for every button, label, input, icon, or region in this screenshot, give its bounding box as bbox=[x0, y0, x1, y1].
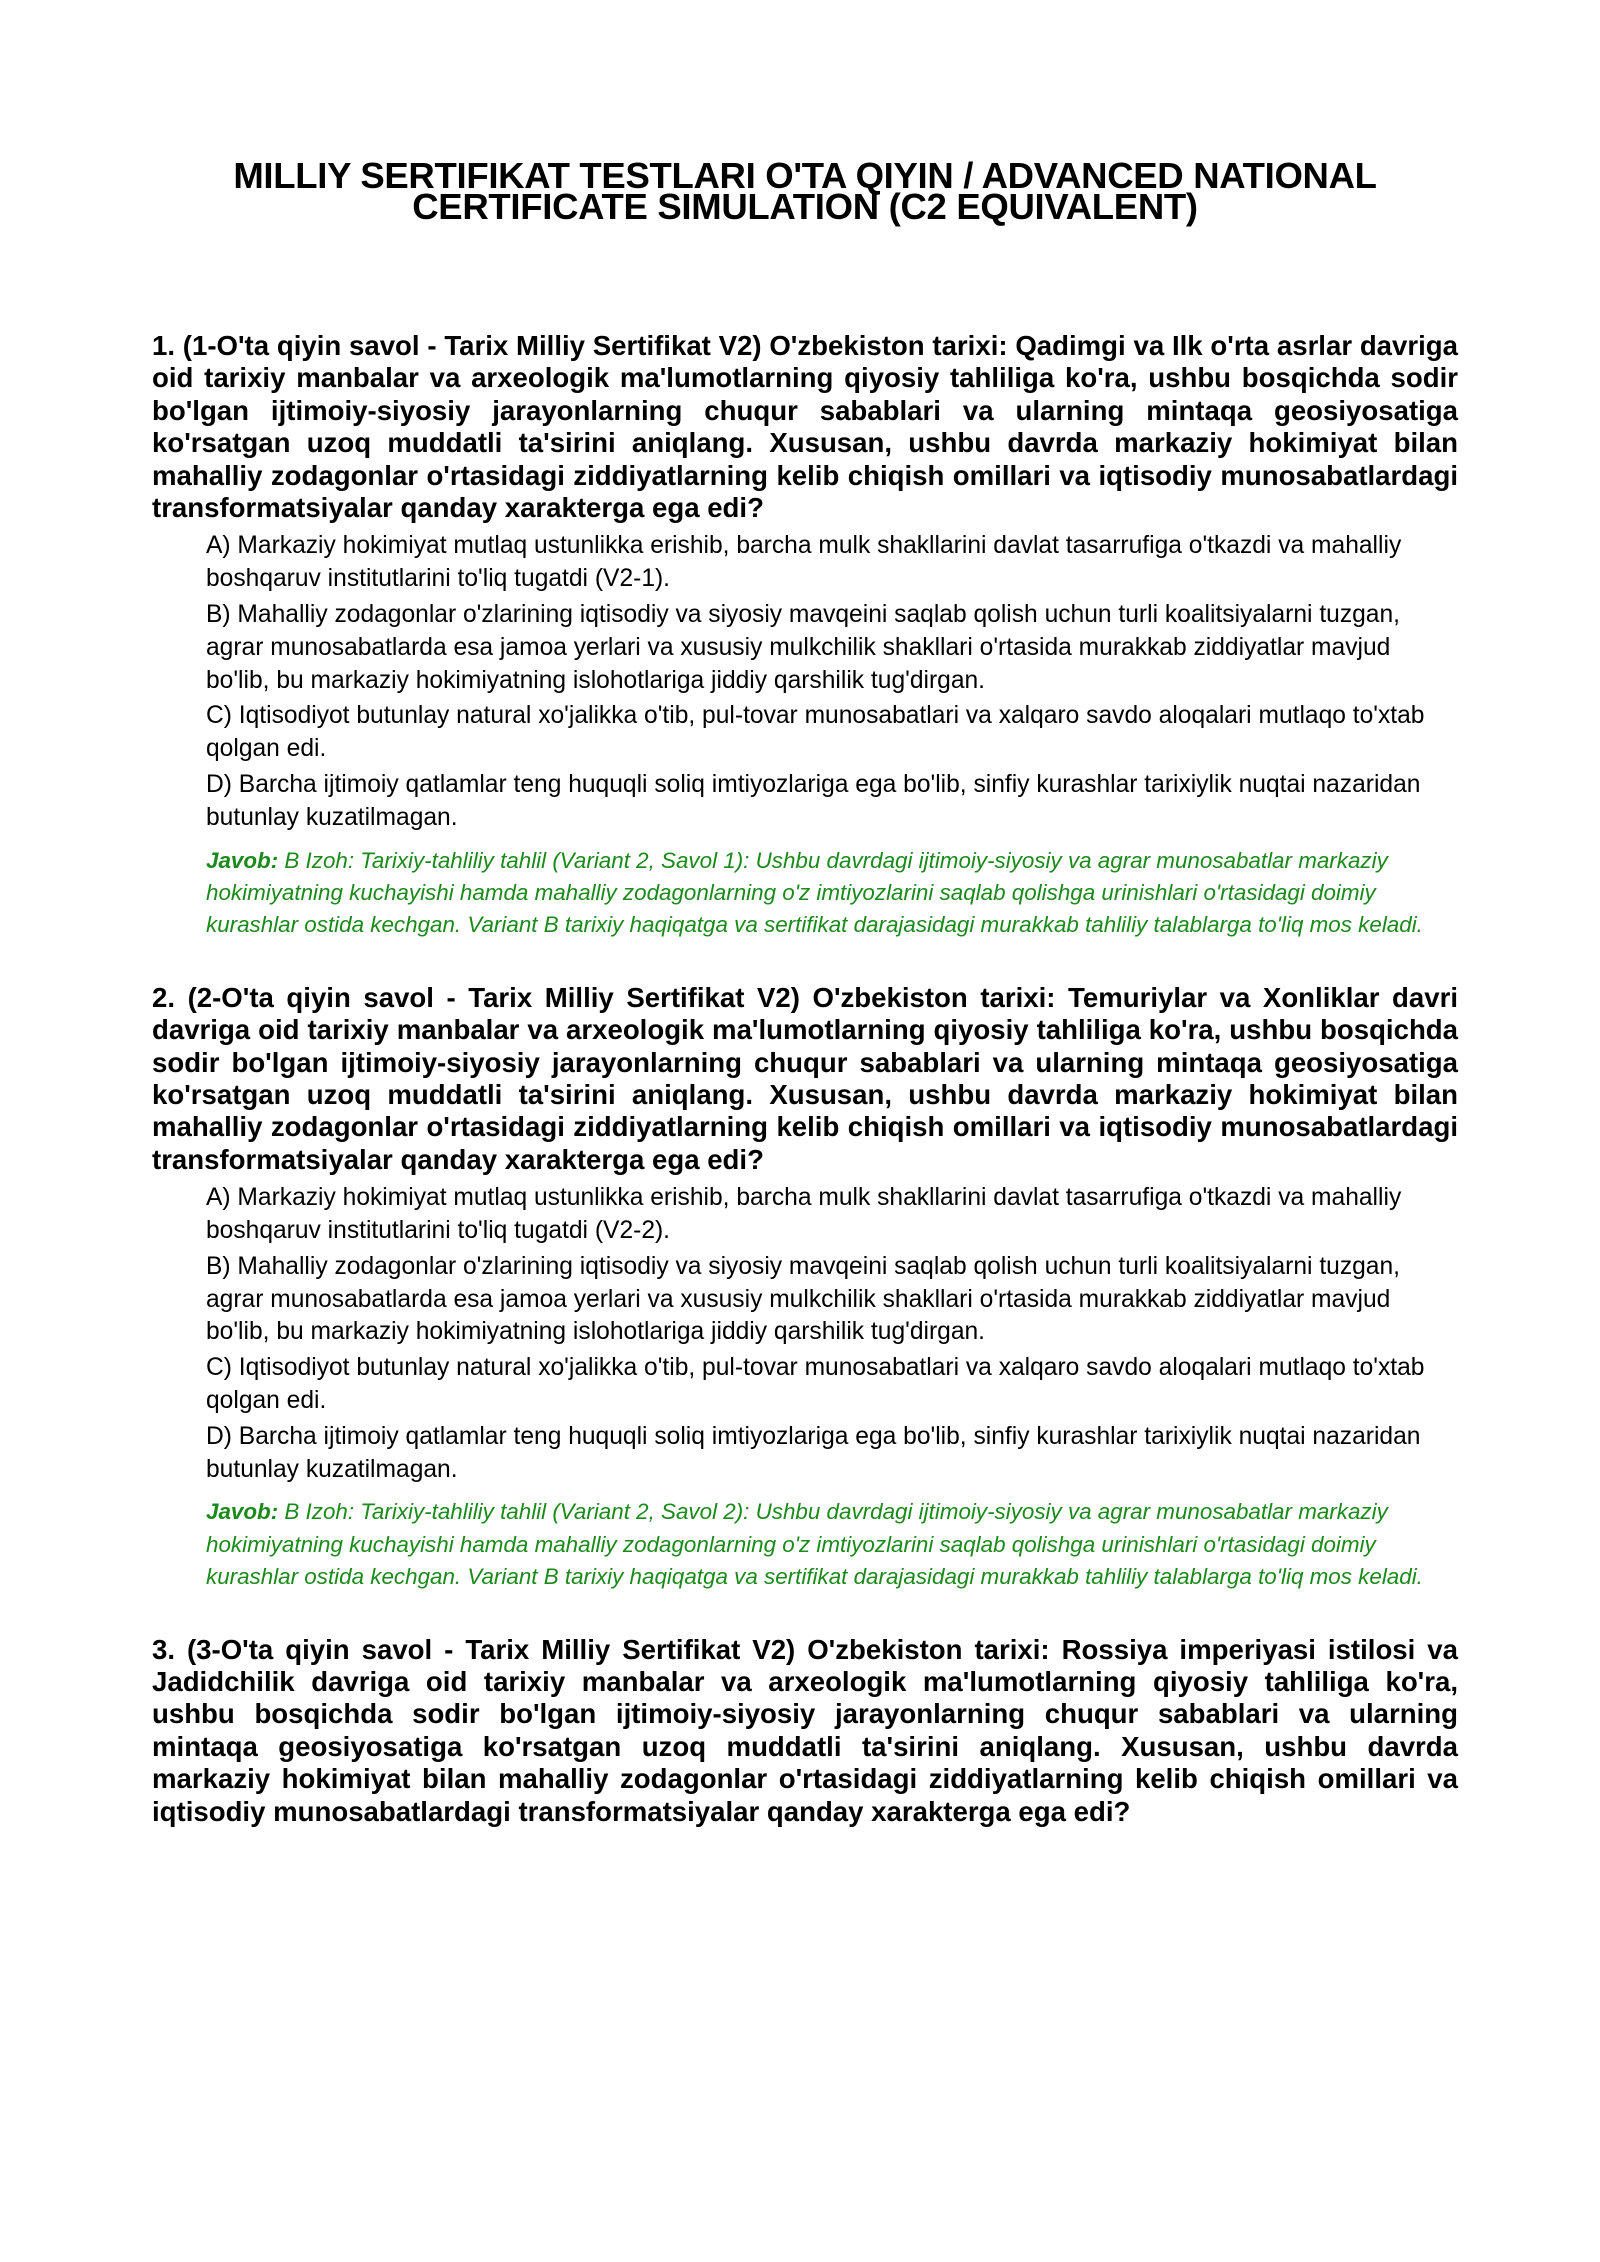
question-text: 3. (3-O'ta qiyin savol - Tarix Milliy Sertifikat V2) O'zbekiston tarixi: Rossiya imperiyasi istilosi va Jadidchilik davriga oid tarixiy manbalar va arxeologik ma'lumotlarning qiyosiy tahliliga ko'ra, ushbu bosqichda sodir bo'lgan ijtimoiy-siyosiy jarayonlarning chuqur sabablari va ularning mintaqa geosiyosatiga ko'rsatgan uzoq muddatli ta'sirini aniqlang. Xususan, ushbu davrda markaziy hokimiyat bilan mahalliy zodagonlar o'rtasidagi ziddiyatlarning kelib chiqish omillari va iqtisodiy munosabatlardagi transformatsiyalar qanday xarakterga ega edi? bbox=[152, 1633, 1458, 1827]
answer-text: B Izoh: Tarixiy-tahliliy tahlil (Variant 2, Savol 1): Ushbu davrdagi ijtimoiy-siyosiy va agrar munosabatlar markaziy hokimiyatning kuchayishi hamda mahalliy zodagonlarning o'z imtiyozlarini saqlab qolishga urinishlari o'rtasidagi doimiy kurashlar ostida kechgan. Variant B tarixiy haqiqatga va sertifikat darajasidagi murakkab tahliliy talablarga to'liq mos keladi. bbox=[206, 847, 1423, 938]
option-b: B) Mahalliy zodagonlar o'zlarining iqtisodiy va siyosiy mavqeini saqlab qolish uchun turli koalitsiyalarni tuzgan, agrar munosabatlarda esa jamoa yerlari va xususiy mulkchilik shakllari o'rtasida murakkab ziddiyatlar mavjud bo'lib, bu markaziy hokimiyatning islohotlariga jiddiy qarshilik tug'dirgan. bbox=[206, 1252, 1400, 1346]
question-text: 2. (2-O'ta qiyin savol - Tarix Milliy Sertifikat V2) O'zbekiston tarixi: Temuriylar va Xonliklar davri davriga oid tarixiy manbalar va arxeologik ma'lumotlarning qiyosiy tahliliga ko'ra, ushbu bosqichda sodir bo'lgan ijtimoiy-siyosiy jarayonlarning chuqur sabablari va ularning mintaqa geosiyosatiga ko'rsatgan uzoq muddatli ta'sirini aniqlang. Xususan, ushbu davrda markaziy hokimiyat bilan mahalliy zodagonlar o'rtasidagi ziddiyatlarning kelib chiqish omillari va iqtisodiy munosabatlardagi transformatsiyalar qanday xarakterga ega edi? bbox=[152, 981, 1458, 1175]
question-3 bbox=[152, 1634, 1458, 1828]
option-c: C) Iqtisodiyot butunlay natural xo'jalikka o'tib, pul-tovar munosabatlari va xalqaro savdo aloqalari mutlaqo to'xtab qolgan edi. bbox=[206, 702, 1425, 763]
option-b: B) Mahalliy zodagonlar o'zlarining iqtisodiy va siyosiy mavqeini saqlab qolish uchun turli koalitsiyalarni tuzgan, agrar munosabatlarda esa jamoa yerlari va xususiy mulkchilik shakllari o'rtasida murakkab ziddiyatlar mavjud bo'lib, bu markaziy hokimiyatning islohotlariga jiddiy qarshilik tug'dirgan. bbox=[206, 601, 1400, 694]
question-list bbox=[152, 330, 1458, 1828]
answer-options bbox=[152, 530, 1458, 834]
answer-label: Javob: bbox=[206, 1499, 279, 1525]
question-1 bbox=[152, 330, 1458, 942]
question-text: 1. (1-O'ta qiyin savol - Tarix Milliy Sertifikat V2) O'zbekiston tarixi: Qadimgi va Ilk o'rta asrlar davriga oid tarixiy manbalar va arxeologik ma'lumotlarning qiyosiy tahliliga ko'ra, ushbu bosqichda sodir bo'lgan ijtimoiy-siyosiy jarayonlarning chuqur sabablari va ularning mintaqa geosiyosatiga ko'rsatgan uzoq muddatli ta'sirini aniqlang. Xususan, ushbu davrda markaziy hokimiyat bilan mahalliy zodagonlar o'rtasidagi ziddiyatlarning kelib chiqish omillari va iqtisodiy munosabatlardagi transformatsiyalar qanday xarakterga ega edi? bbox=[152, 330, 1458, 524]
document-page bbox=[152, 155, 1458, 1868]
option-d: D) Barcha ijtimoiy qatlamlar teng huquqli soliq imtiyozlariga ega bo'lib, sinfiy kurashlar tarixiylik nuqtai nazaridan butunlay kuzatilmagan. bbox=[206, 1422, 1421, 1483]
option-c: C) Iqtisodiyot butunlay natural xo'jalikka o'tib, pul-tovar munosabatlari va xalqaro savdo aloqalari mutlaqo to'xtab qolgan edi. bbox=[206, 1354, 1425, 1415]
option-a: A) Markaziy hokimiyat mutlaq ustunlikka erishib, barcha mulk shakllarini davlat tasarrufiga o'tkazdi va mahalliy boshqaruv institutlarini to'liq tugatdi (V2-1). bbox=[206, 532, 1402, 593]
answer-text: B Izoh: Tarixiy-tahliliy tahlil (Variant 2, Savol 2): Ushbu davrdagi ijtimoiy-siyosiy va agrar munosabatlar markaziy hokimiyatning kuchayishi hamda mahalliy zodagonlarning o'z imtiyozlarini saqlab qolishga urinishlari o'rtasidagi doimiy kurashlar ostida kechgan. Variant B tarixiy haqiqatga va sertifikat darajasidagi murakkab tahliliy talablarga to'liq mos keladi. bbox=[206, 1499, 1423, 1590]
document-title: MILLIY SERTIFIKAT TESTLARI O'TA QIYIN / ADVANCED NATIONAL CERTIFICATE SIMULATION (C2 EQUIVALENT) bbox=[233, 155, 1377, 227]
answer-options bbox=[152, 1182, 1458, 1486]
answer-label: Javob: bbox=[206, 847, 279, 873]
answer-explanation bbox=[152, 845, 1458, 942]
answer-explanation bbox=[152, 1496, 1458, 1593]
option-d: D) Barcha ijtimoiy qatlamlar teng huquqli soliq imtiyozlariga ega bo'lib, sinfiy kurashlar tarixiylik nuqtai nazaridan butunlay kuzatilmagan. bbox=[206, 771, 1421, 831]
question-2 bbox=[152, 982, 1458, 1594]
option-a: A) Markaziy hokimiyat mutlaq ustunlikka erishib, barcha mulk shakllarini davlat tasarrufiga o'tkazdi va mahalliy boshqaruv institutlarini to'liq tugatdi (V2-2). bbox=[206, 1184, 1402, 1245]
